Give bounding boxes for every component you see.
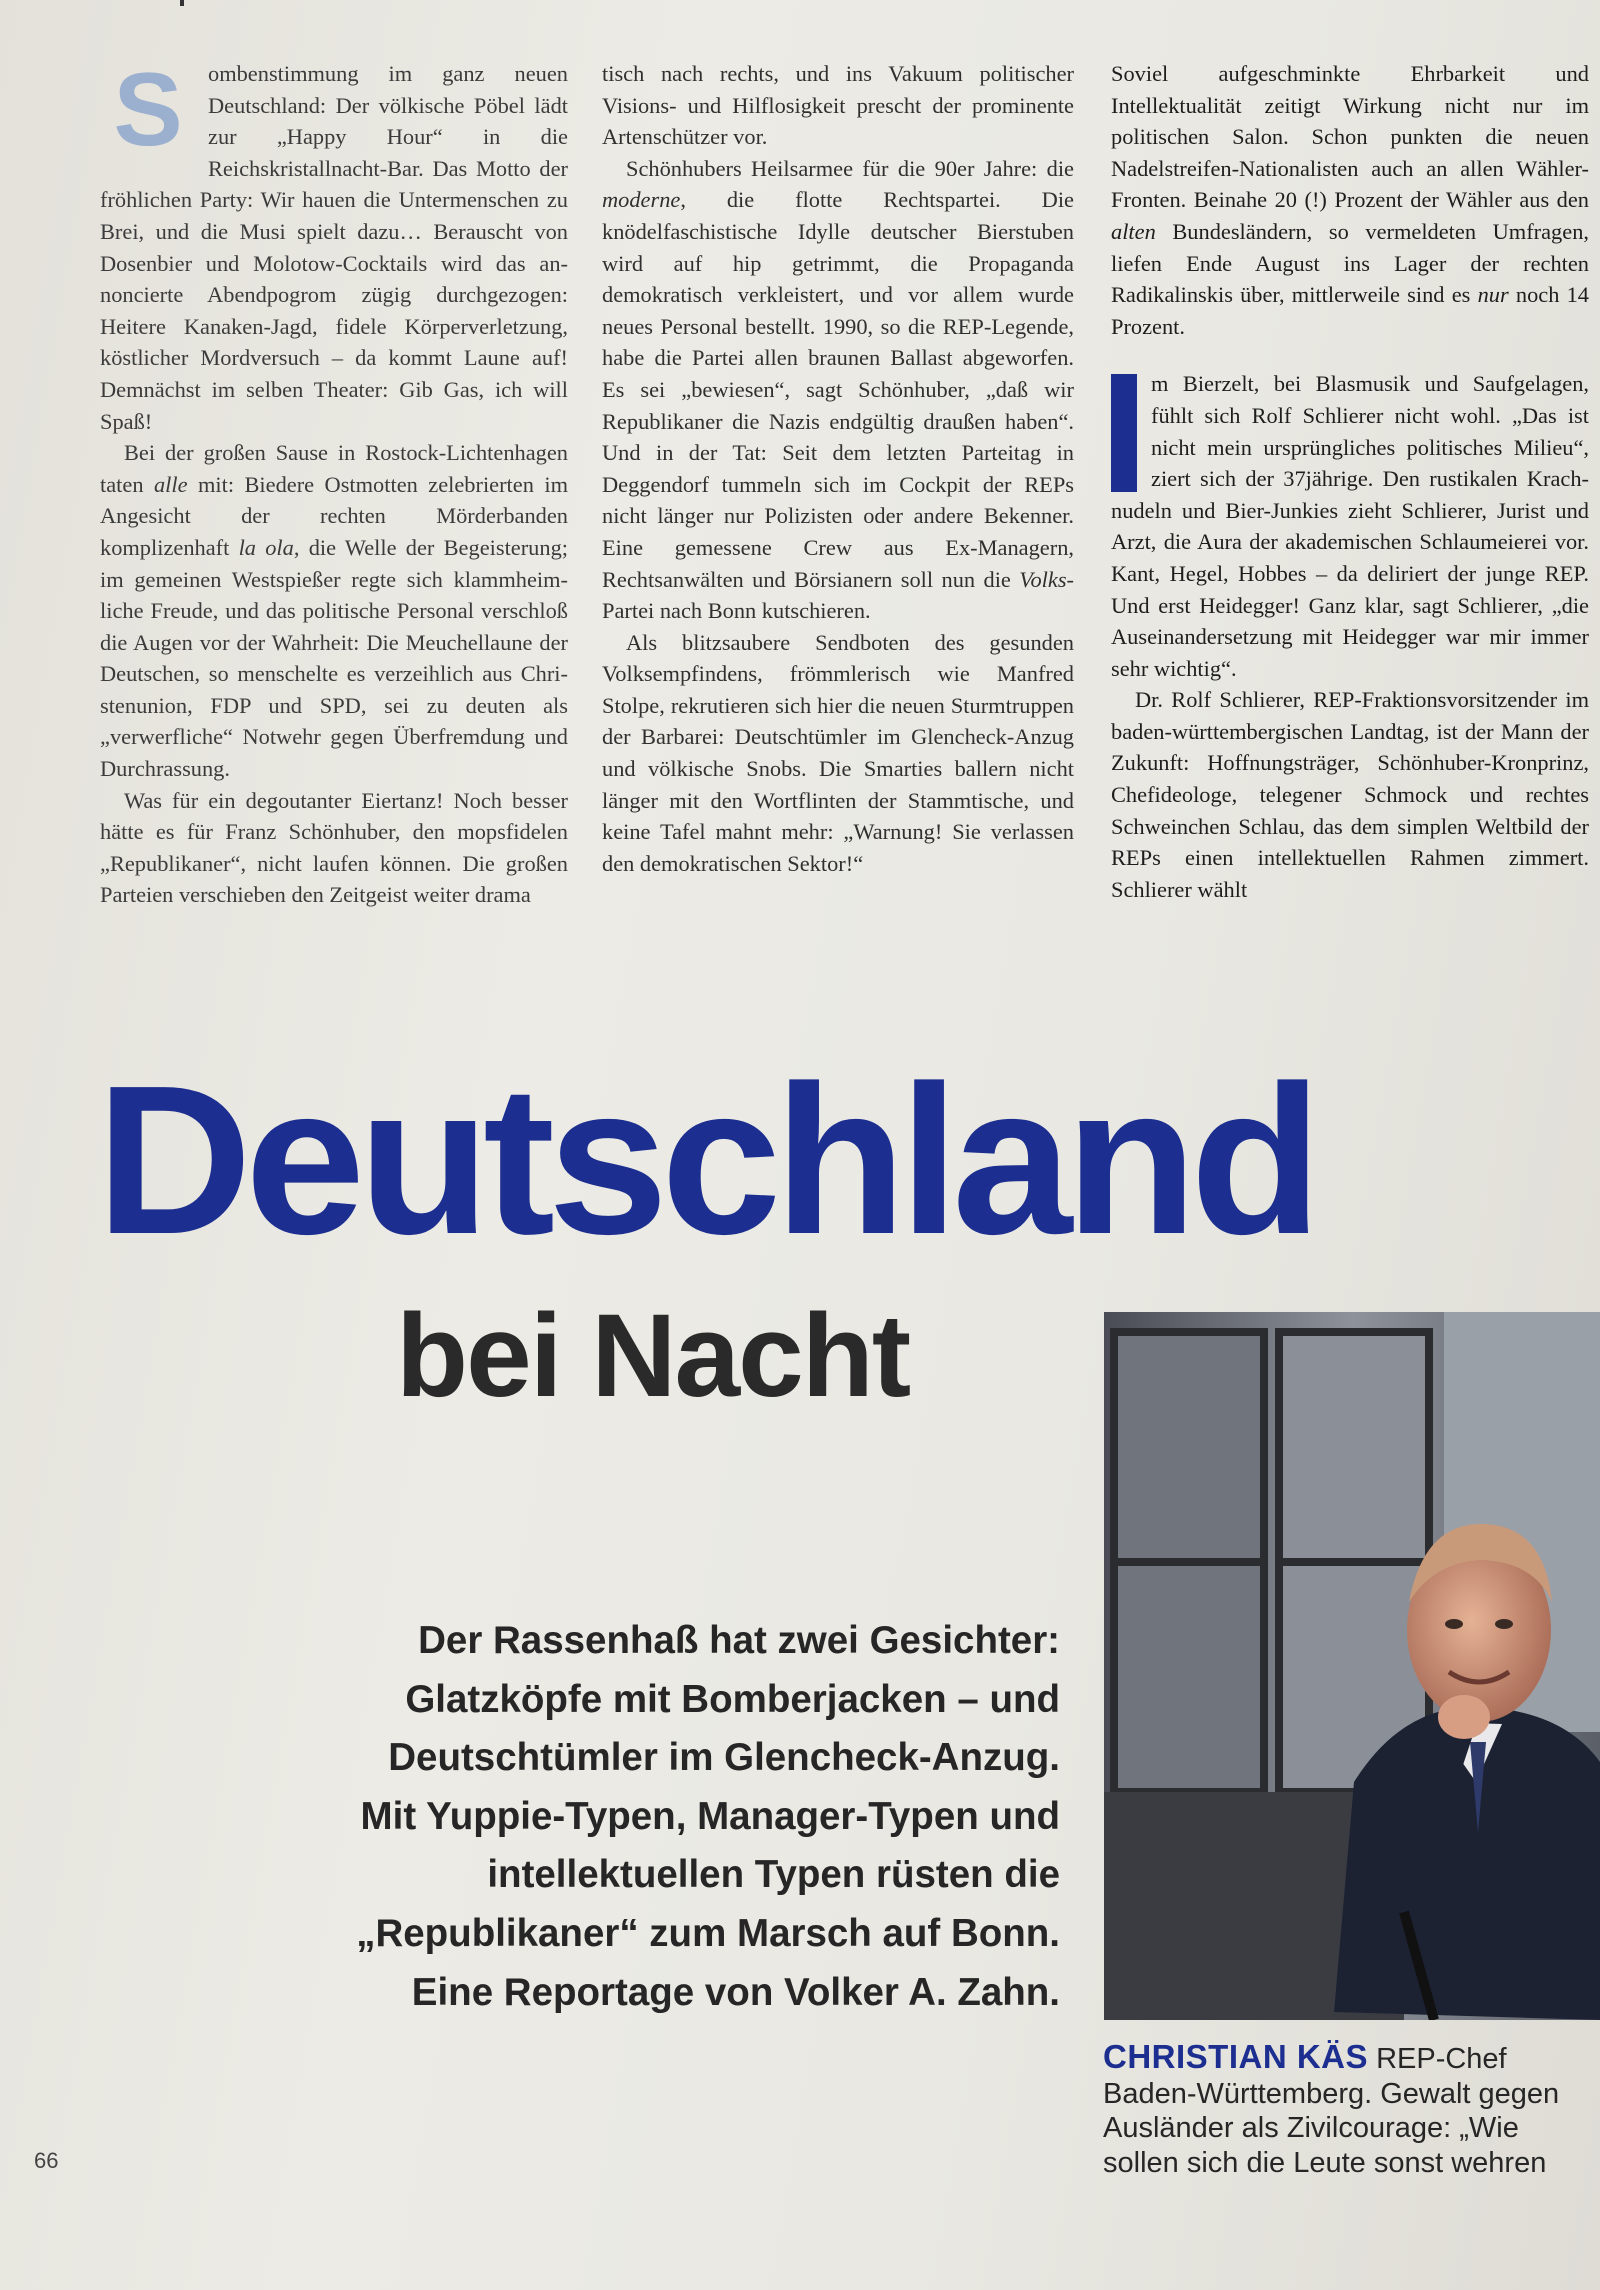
paragraph: ombenstimmung im ganz neuen Deutschland: Der völkische Pöbel lädt zur „Happy Hour“ in die Reichskristallnacht-Bar. Das Motto der fröhlichen Party: Wir hauen die Untermenschen zu Brei, und die Musi spielt dazu… Berauscht von Dosenbier und Molotow-Cocktails wird das annoncierte Abendpogrom zügig durchgezogen: Heitere Kanaken-Jagd, fidele Körperverletzung, köstlicher Mordversuch – da kommt Laune auf! Demnächst im selben Theater: Gib Gas, ich will Spaß!	[100, 61, 568, 434]
paragraph: Soviel aufgeschminkte Ehrbarkeit und Intellektualität zeitigt Wirkung nicht nur im politischen Salon. Schon punkten die neuen Nadelstreifen-Nationalisten auch an allen Wähler-Fronten. Beinahe 20 (!) Prozent der Wähler aus den alten Bundesländern, so vermeldeten Umfragen, liefen Ende August ins Lager der rechten Radikalinskis über, mittlerweile sind es nur noch 14 Prozent.	[1111, 61, 1589, 339]
paragraph: m Bierzelt, bei Blasmusik und Saufgelagen, fühlt sich Rolf Schlierer nicht wohl. „Das ist nicht mein ursprüngliches politisches Milieu“, ziert sich der 37jährige. Den rustikalen Krachnudeln und Bier-Junkies zieht Schlierer, Jurist und Arzt, die Aura der akademischen Schlaumeierei vor. Kant, Hegel, Hobbes – da deliriert der junge REP. Und erst Heidegger! Ganz klar, sagt Schlierer, „die Auseinandersetzung mit Heidegger war mir immer sehr wichtig“.	[1111, 371, 1589, 681]
deck-line: Deutschtümler im Glencheck-Anzug.	[388, 1736, 1060, 1780]
article-column-1	[100, 58, 568, 1056]
headline: Deutschland	[96, 1041, 1316, 1278]
subheadline: bei Nacht	[396, 1290, 910, 1422]
deck-line: „Republikaner“ zum Marsch auf Bonn.	[356, 1911, 1060, 1955]
deck-line: Glatzköpfe mit Bomberjacken – und	[405, 1677, 1060, 1721]
portrait-illustration	[1104, 1312, 1600, 2020]
deck-text	[120, 1612, 1060, 2022]
paragraph: Was für ein degoutanter Eiertanz! Noch besser hätte es für Franz Schönhuber, den mopsfidelen „Republikaner“, nicht laufen können. Die großen Parteien verschieben den Zeitgeist weiter drama	[100, 787, 568, 908]
deck-line: intellektuellen Typen rüsten die	[487, 1853, 1060, 1897]
paragraph: Bei der großen Sause in Rostock-Lichtenhagen taten alle mit: Biedere Ostmotten zelebrierten im Angesicht der rechten Mörderbanden komplizenhaft la ola, die Welle der Begeisterung; im gemeinen Westspießer regte sich klammheimliche Freude, und das politische Personal verschloß die Augen vor der Wahrheit: Die Meuchellaune der Deutschen, so menschelte es verzeihlich aus Christenunion, FDP und SPD, sei zu deuten als „verwerfliche“ Notwehr gegen Überfremdung und Durchrassung.	[100, 440, 568, 782]
page-number: 66	[34, 2148, 59, 2173]
deck-line: Der Rassenhaß hat zwei Gesichter:	[418, 1619, 1060, 1662]
article-column-2	[602, 58, 1074, 1056]
caption-name: CHRISTIAN KÄS	[1103, 2040, 1369, 2075]
paragraph: tisch nach rechts, und ins Vakuum politischer Visions- und Hilflosigkeit prescht der prominente Artenschützer vor.	[602, 61, 1074, 150]
portrait-photo	[1104, 1312, 1600, 2020]
drop-cap-s: S	[113, 58, 183, 168]
photo-caption: CHRISTIAN KÄS REP-Chef Baden-Württemberg. Gewalt gegen Ausländer als Zivilcourage: „Wie sollen sich die Leute sonst wehren	[1103, 2040, 1560, 2179]
article-column-3	[1111, 58, 1589, 1056]
paragraph: Schönhubers Heilsarmee für die 90er Jahre: die moderne, die flotte Rechtspartei. Die knödelfaschistische Idylle deutscher Bierstuben wird auf hip getrimmt, die Propaganda demokratisch verkleistert, und vor allem wurde neues Personal bestellt. 1990, so die REP-Legende, habe die Partei allen braunen Ballast abgeworfen. Es sei „bewiesen“, sagt Schönhuber, „daß wir Republikaner die Nazis endgültig draußen haben“. Und in der Tat: Seit dem letzten Parteitag in Deggendorf tummeln sich im Cockpit der REPs nicht länger nur Polizisten oder andere Bekenner. Eine gemessene Crew aus Ex-Managern, Rechtsanwälten und Börsianern soll nun die Volks-Partei nach Bonn kutschieren.	[602, 155, 1074, 624]
deck-line: Eine Reportage von Volker A. Zahn.	[411, 1970, 1060, 2014]
drop-cap-i	[1111, 374, 1137, 492]
print-mark	[180, 0, 184, 6]
paragraph: Dr. Rolf Schlierer, REP-Fraktionsvorsitzender im baden-württembergischen Landtag, ist der Mann der Zukunft: Hoffnungsträger, Schönhuber-Kronprinz, Chefideologe, telegener Schmock und rechtes Schweinchen Schlau, das dem simplen Weltbild der REPs einen intellektuellen Rahmen zimmert. Schlierer wählt	[1111, 687, 1589, 902]
paragraph: Als blitzsaubere Sendboten des gesunden Volksempfindens, frömmlerisch wie Manfred Stolpe, rekrutieren sich hier die neuen Sturmtruppen der Barbarei: Deutschtümler im Glencheck-Anzug und völkische Snobs. Die Smarties ballern nicht länger mit den Wortflinten der Stammtische, und keine Tafel mahnt mehr: „Warnung! Sie verlassen den demokratischen Sektor!“	[602, 629, 1074, 876]
deck-line: Mit Yuppie-Typen, Manager-Typen und	[360, 1794, 1060, 1838]
